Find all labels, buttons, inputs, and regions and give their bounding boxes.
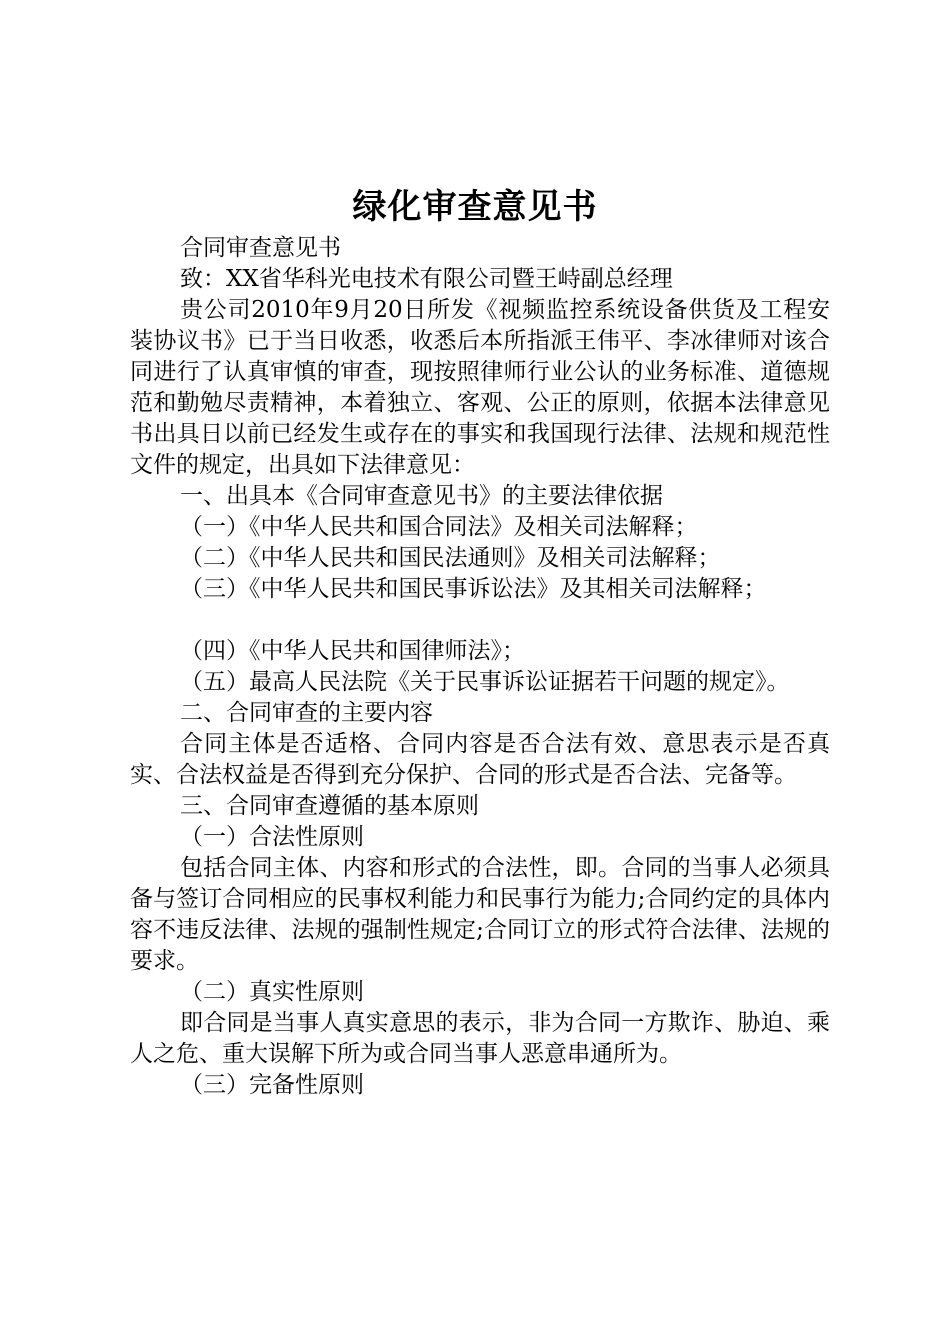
list-item-law-4: （四）《中华人民共和国律师法》； (180, 638, 525, 664)
section-heading-1: 一、出具本《合同审查意见书》的主要法律依据 (180, 483, 663, 509)
list-item-law-5: （五）最高人民法院《关于民事诉讼证据若干问题的规定》。 (180, 669, 790, 695)
subheading-authenticity: （二）真实性原则 (180, 979, 364, 1005)
paragraph-legality: 包括合同主体、内容和形式的合法性，即。合同的当事人必须具备与签订合同相应的民事权利能力和民事行为能力;合同约定的具体内容不违反法律、法规的强制性规定;合同订立的形式符合法律、法规的要求。 (130, 855, 830, 974)
paragraph-addressee: 致：XX省华科光电技术有限公司暨王峙副总经理 (180, 266, 673, 292)
section-heading-3: 三、合同审查遵循的基本原则 (180, 793, 479, 819)
list-item-law-1: （一）《中华人民共和国合同法》及相关司法解释； (180, 514, 698, 540)
paragraph-review-content: 合同主体是否适格、合同内容是否合法有效、意思表示是否真实、合法权益是否得到充分保护、合同的形式是否合法、完备等。 (130, 731, 830, 788)
list-item-law-3: （三）《中华人民共和国民事诉讼法》及其相关司法解释； (180, 576, 767, 602)
document-body (130, 233, 830, 1101)
list-item-law-2: （二）《中华人民共和国民法通则》及相关司法解释； (180, 545, 721, 571)
subheading-legality: （一）合法性原则 (180, 824, 364, 850)
paragraph-authenticity: 即合同是当事人真实意思的表示，非为合同一方欺诈、胁迫、乘人之危、重大误解下所为或合同当事人恶意串通所为。 (130, 1010, 830, 1067)
paragraph-heading: 合同审查意见书 (180, 235, 341, 261)
document-title: 绿化审查意见书 (352, 187, 598, 227)
paragraph-intro: 贵公司2010年9月20日所发《视频监控系统设备供货及工程安装协议书》已于当日收悉，收悉后本所指派王伟平、李冰律师对该合同进行了认真审慎的审查，现按照律师行业公认的业务标准、道德规范和勤勉尽责精神，本着独立、客观、公正的原则，依据本法律意见书出具日以前已经发生或存在的事实和我国现行法律、法规和规范性文件的规定，出具如下法律意见： (130, 297, 830, 478)
section-heading-2: 二、合同审查的主要内容 (180, 700, 433, 726)
subheading-completeness: （三）完备性原则 (180, 1072, 364, 1098)
blank-line (130, 605, 830, 636)
